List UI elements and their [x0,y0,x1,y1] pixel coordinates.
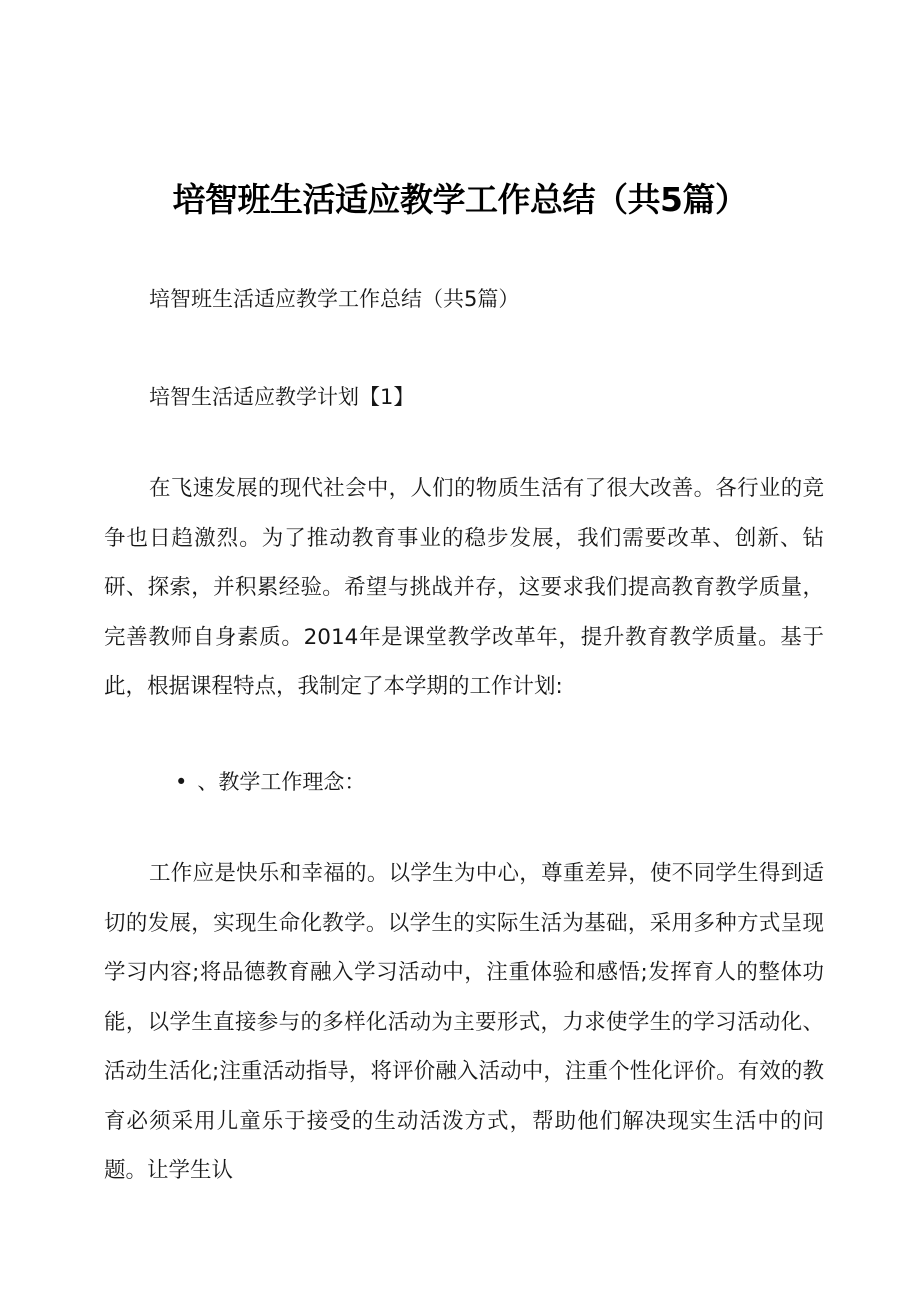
section-heading-text: 、教学工作理念： [197,770,366,794]
section-heading [175,766,365,796]
plan-heading: 培智生活适应教学计划【1】 [149,385,415,409]
document-subtitle: 培智班生活适应教学工作总结（共5篇） [149,287,520,311]
paragraph-teaching-philosophy: 工作应是快乐和幸福的。以学生为中心，尊重差异，使不同学生得到适切的发展，实现生命化教学。以学生的实际生活为基础，采用多种方式呈现学习内容;将品德教育融入学习活动中，注重体验和感悟;发挥育人的整体功能，以学生直接参与的多样化活动为主要形式，力求使学生的学习活动化、活动生活化;注重活动指导，将评价融入活动中，注重个性化评价。有效的教育必须采用儿童乐于接受的生动活泼方式，帮助他们解决现实生活中的问题。让学生认 [104,861,824,1183]
document-title: 培智班生活适应教学工作总结（共5篇） [172,180,748,219]
bullet-icon: • [175,770,188,794]
paragraph-intro: 在飞速发展的现代社会中，人们的物质生活有了很大改善。各行业的竞争也日趋激烈。为了推动教育事业的稳步发展，我们需要改革、创新、钻研、探索，并积累经验。希望与挑战并存，这要求我们提高教育教学质量，完善教师自身素质。2014年是课堂教学改革年，提升教育教学质量。基于此，根据课程特点，我制定了本学期的工作计划: [104,476,824,699]
